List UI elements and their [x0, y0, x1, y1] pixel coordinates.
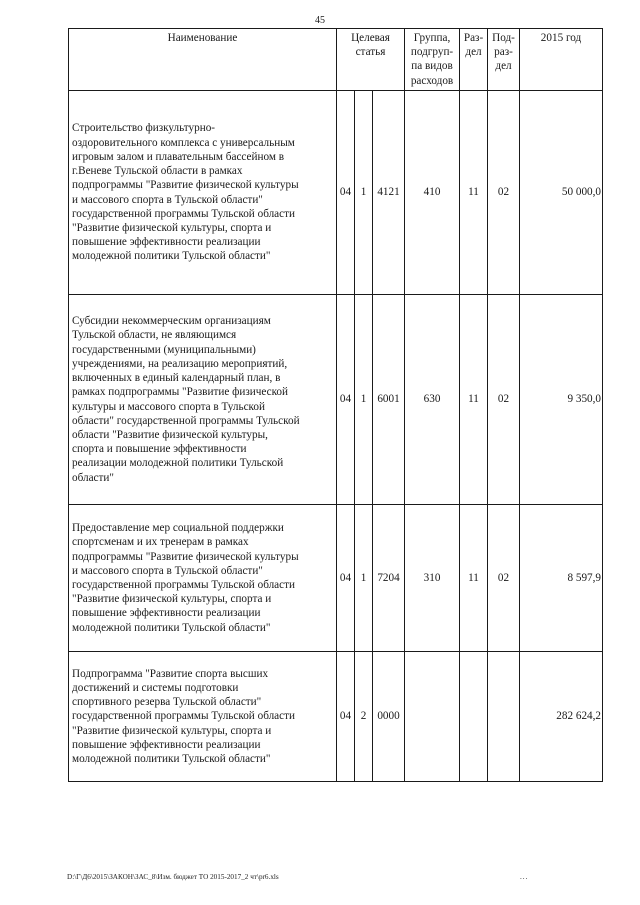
header-year: 2015 год [520, 29, 603, 91]
row-code3: 4121 [373, 91, 405, 295]
row-amount: 8 597,9 [520, 505, 603, 652]
row-name: Строительство физкультурно- оздоровительного комплекса с универсальным игровым залом и плавательным бассейном в г.Веневе Тульской области в рамках подпрограммы "Развитие физической культуры и массового спорта в Тульской области" государственной программы Тульской области "Развитие физической культуры, спорта и повышение эффективности реализации молодежной политики Тульской области" [69, 91, 337, 295]
row-group: 410 [405, 91, 460, 295]
row-code2: 2 [355, 652, 373, 782]
footer-file-path: D:\Г\Д6\2015\ЗАКОН\ЗАС_8\Изм. бюджет ТО 2015-2017_2 чт\pr6.xls [67, 873, 279, 881]
table-row [69, 91, 603, 295]
row-code1: 04 [337, 295, 355, 505]
row-subsection: 02 [488, 91, 520, 295]
header-name: Наименование [69, 29, 337, 91]
header-target-article: Целевая статья [337, 29, 405, 91]
row-name: Предоставление мер социальной поддержки спортсменам и их тренерам в рамках подпрограммы "Развитие физической культуры и массового спорта в Тульской области" государственной программы Тульской области "Развитие физической культуры, спорта и повышение эффективности реализации молодежной политики Тульской области" [69, 505, 337, 652]
row-group [405, 652, 460, 782]
row-name: Подпрограмма "Развитие спорта высших достижений и системы подготовки спортивного резерва Тульской области" государственной программы Тульской области "Развитие физической культуры, спорта и повышение эффективности реализации молодежной политики Тульской области" [69, 652, 337, 782]
row-code2: 1 [355, 295, 373, 505]
row-group: 310 [405, 505, 460, 652]
table-row [69, 652, 603, 782]
row-subsection [488, 652, 520, 782]
table-row [69, 505, 603, 652]
row-group: 630 [405, 295, 460, 505]
header-section: Раз- дел [460, 29, 488, 91]
table-row [69, 295, 603, 505]
row-section: 11 [460, 505, 488, 652]
row-section: 11 [460, 295, 488, 505]
row-code3: 0000 [373, 652, 405, 782]
budget-table [68, 28, 603, 782]
row-amount: 9 350,0 [520, 295, 603, 505]
row-section [460, 652, 488, 782]
row-subsection: 02 [488, 505, 520, 652]
row-subsection: 02 [488, 295, 520, 505]
header-expense-group: Группа, подгруп- па видов расходов [405, 29, 460, 91]
header-row [69, 29, 603, 91]
row-code3: 7204 [373, 505, 405, 652]
row-code3: 6001 [373, 295, 405, 505]
row-code1: 04 [337, 652, 355, 782]
footer-dots: ... [520, 873, 529, 881]
row-name: Субсидии некоммерческим организациям Тульской области, не являющимся государственными (муниципальными) учреждениями, на реализацию мероприятий, включенных в единый календарный план, в рамках подпрограммы "Развитие физической культуры и массового спорта в Тульской области" государственной программы Тульской области "Развитие физической культуры, спорта и повышение эффективности реализации молодежной политики Тульской области" [69, 295, 337, 505]
row-code1: 04 [337, 505, 355, 652]
row-code2: 1 [355, 91, 373, 295]
row-code1: 04 [337, 91, 355, 295]
header-subsection: Под- раз- дел [488, 29, 520, 91]
row-amount: 50 000,0 [520, 91, 603, 295]
row-code2: 1 [355, 505, 373, 652]
page-number: 45 [315, 15, 325, 26]
row-section: 11 [460, 91, 488, 295]
row-amount: 282 624,2 [520, 652, 603, 782]
